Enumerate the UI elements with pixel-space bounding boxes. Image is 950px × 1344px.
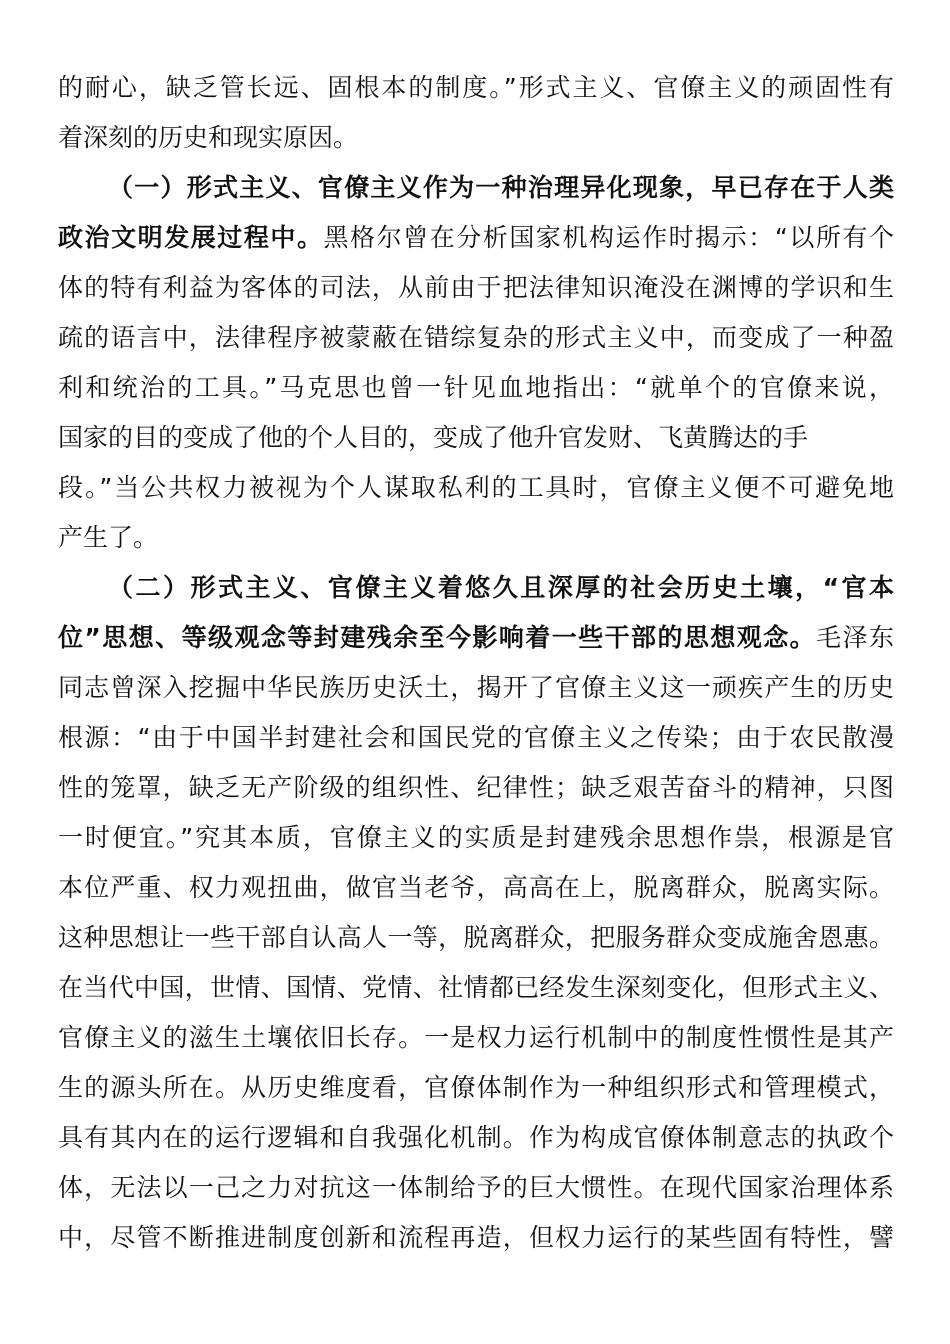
- text-line-16: [58, 813, 894, 863]
- line-text: 着深刻的历史和现实原因。: [58, 123, 359, 152]
- text-line-24: [58, 1213, 894, 1263]
- line-text: 的耐心，缺乏管长远、固根本的制度。”形式主义、官僚主义的顽固性有: [58, 73, 894, 102]
- line-text: 利和统治的工具。”马克思也曾一针见血地指出：“就单个的官僚来说，: [58, 373, 894, 402]
- text-line-19: [58, 963, 894, 1013]
- line-text: 这种思想让一些干部自认高人一等，脱离群众，把服务群众变成施舍恩惠。: [58, 923, 894, 952]
- section-heading-2-line-1: [108, 563, 894, 613]
- line-text: 官僚主义的滋生土壤依旧长存。一是权力运行机制中的制度性惯性是其产: [58, 1023, 894, 1052]
- text-line-9: [58, 463, 894, 513]
- section-heading-2-line-2: [58, 613, 894, 663]
- text-line-10: [58, 513, 894, 563]
- text-line-5: [58, 263, 894, 313]
- text-line-6: [58, 313, 894, 363]
- line-text: 根源：“由于中国半封建社会和国民党的官僚主义之传染；由于农民散漫: [58, 723, 894, 752]
- text-line-17: [58, 863, 894, 913]
- line-text: 中，尽管不断推进制度创新和流程再造，但权力运行的某些固有特性，譬: [58, 1223, 894, 1252]
- section-heading-text: 政治文明发展过程中。: [58, 223, 324, 252]
- section-heading-1-line-1: [108, 163, 894, 213]
- line-text: 产生了。: [58, 523, 159, 552]
- line-text: 体，无法以一己之力对抗这一体制给予的巨大惯性。在现代国家治理体系: [58, 1173, 894, 1202]
- line-text: 段。”当公共权力被视为个人谋取私利的工具时，官僚主义便不可避免地: [58, 473, 894, 502]
- line-text: 同志曾深入挖掘中华民族历史沃土，揭开了官僚主义这一顽疾产生的历史: [58, 673, 894, 702]
- text-line-20: [58, 1013, 894, 1063]
- section-heading-text: （一）形式主义、官僚主义作为一种治理异化现象，早已存在于人类: [108, 173, 894, 202]
- section-heading-text: 位”思想、等级观念等封建残余至今影响着一些干部的思想观念。: [58, 623, 817, 652]
- line-text: 黑格尔曾在分析国家机构运作时揭示：“以所有个: [323, 223, 894, 252]
- text-line-22: [58, 1113, 894, 1163]
- line-text: 在当代中国，世情、国情、党情、社情都已经发生深刻变化，但形式主义、: [58, 973, 894, 1002]
- text-line-18: [58, 913, 894, 963]
- line-text: 性的笼罩，缺乏无产阶级的组织性、纪律性；缺乏艰苦奋斗的精神，只图: [58, 773, 894, 802]
- text-line-14: [58, 713, 894, 763]
- line-text: 毛泽东: [816, 623, 894, 652]
- line-text: 本位严重、权力观扭曲，做官当老爷，高高在上，脱离群众，脱离实际。: [58, 873, 894, 902]
- line-text: 疏的语言中，法律程序被蒙蔽在错综复杂的形式主义中，而变成了一种盈: [58, 323, 894, 352]
- text-line-13: [58, 663, 894, 713]
- text-line-1: [58, 63, 894, 113]
- line-text: 具有其内在的运行逻辑和自我强化机制。作为构成官僚体制意志的执政个: [58, 1123, 894, 1152]
- text-line-15: [58, 763, 894, 813]
- text-line-7: [58, 363, 894, 413]
- section-heading-text: （二）形式主义、官僚主义着悠久且深厚的社会历史土壤，“官本: [108, 573, 894, 602]
- text-line-2: [58, 113, 894, 163]
- line-text: 生的源头所在。从历史维度看，官僚体制作为一种组织形式和管理模式，: [58, 1073, 894, 1102]
- line-text: 一时便宜。”究其本质，官僚主义的实质是封建残余思想作祟，根源是官: [58, 823, 894, 852]
- section-heading-1-line-2: [58, 213, 894, 263]
- text-line-21: [58, 1063, 894, 1113]
- text-line-8: [58, 413, 894, 463]
- text-line-23: [58, 1163, 894, 1213]
- line-text: 国家的目的变成了他的个人目的，变成了他升官发财、飞黄腾达的手: [58, 423, 809, 452]
- line-text: 体的特有利益为客体的司法，从前由于把法律知识淹没在渊博的学识和生: [58, 273, 894, 302]
